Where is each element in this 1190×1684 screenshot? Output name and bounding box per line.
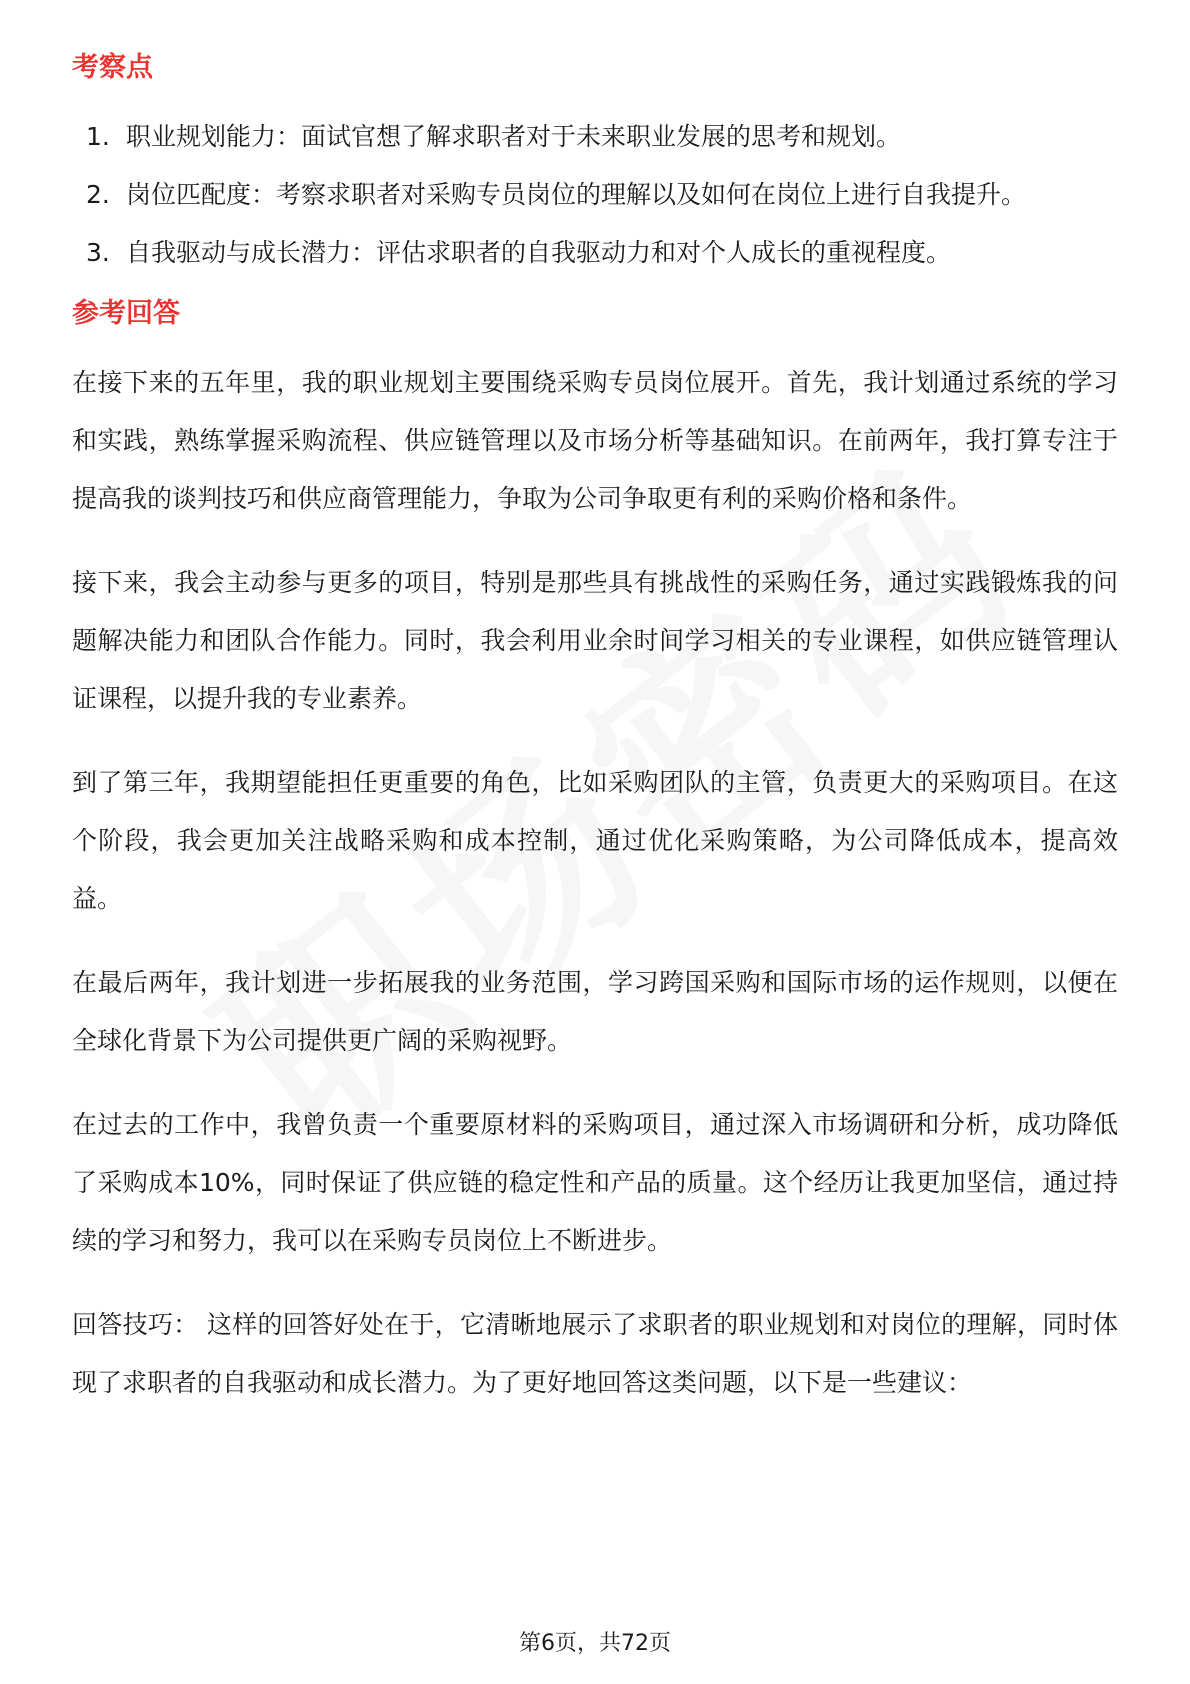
list-text: 岗位匹配度：考察求职者对采购专员岗位的理解以及如何在岗位上进行自我提升。 — [126, 180, 1027, 209]
page-footer: 第6页，共72页 — [519, 1631, 671, 1656]
paragraph: 接下来，我会主动参与更多的项目，特别是那些具有挑战性的采购任务，通过实践锻炼我的问题解决能力和团队合作能力。同时，我会利用业余时间学习相关的专业课程，如供应链管理认证课程，以提升我的专业素养。 — [72, 568, 1118, 713]
paragraph: 在最后两年，我计划进一步拓展我的业务范围，学习跨国采购和国际市场的运作规则，以便在全球化背景下为公司提供更广阔的采购视野。 — [72, 968, 1118, 1055]
list-text: 自我驱动与成长潜力：评估求职者的自我驱动力和对个人成长的重视程度。 — [126, 238, 952, 267]
list-number: 3. — [86, 238, 110, 267]
paragraph: 到了第三年，我期望能担任更重要的角色，比如采购团队的主管，负责更大的采购项目。在这个阶段，我会更加关注战略采购和成本控制，通过优化采购策略，为公司降低成本，提高效益。 — [72, 768, 1118, 913]
points-title: 考察点 — [72, 52, 153, 83]
paragraph: 在接下来的五年里，我的职业规划主要围绕采购专员岗位展开。首先，我计划通过系统的学习和实践，熟练掌握采购流程、供应链管理以及市场分析等基础知识。在前两年，我打算专注于提高我的谈判技巧和供应商管理能力，争取为公司争取更有利的采购价格和条件。 — [72, 368, 1118, 513]
points-list — [72, 108, 1118, 282]
list-item — [72, 108, 1118, 166]
list-item — [72, 166, 1118, 224]
answer-body — [72, 354, 1118, 1412]
answer-title: 参考回答 — [72, 298, 180, 329]
document-page — [72, 48, 1118, 1438]
paragraph: 在过去的工作中，我曾负责一个重要原材料的采购项目，通过深入市场调研和分析，成功降低了采购成本10%，同时保证了供应链的稳定性和产品的质量。这个经历让我更加坚信，通过持续的学习和努力，我可以在采购专员岗位上不断进步。 — [72, 1110, 1118, 1255]
list-number: 1. — [86, 122, 110, 151]
paragraph: 回答技巧： 这样的回答好处在于，它清晰地展示了求职者的职业规划和对岗位的理解，同时体现了求职者的自我驱动和成长潜力。为了更好地回答这类问题，以下是一些建议： — [72, 1310, 1118, 1397]
list-item — [72, 224, 1118, 282]
list-text: 职业规划能力：面试官想了解求职者对于未来职业发展的思考和规划。 — [126, 122, 902, 151]
list-number: 2. — [86, 180, 110, 209]
